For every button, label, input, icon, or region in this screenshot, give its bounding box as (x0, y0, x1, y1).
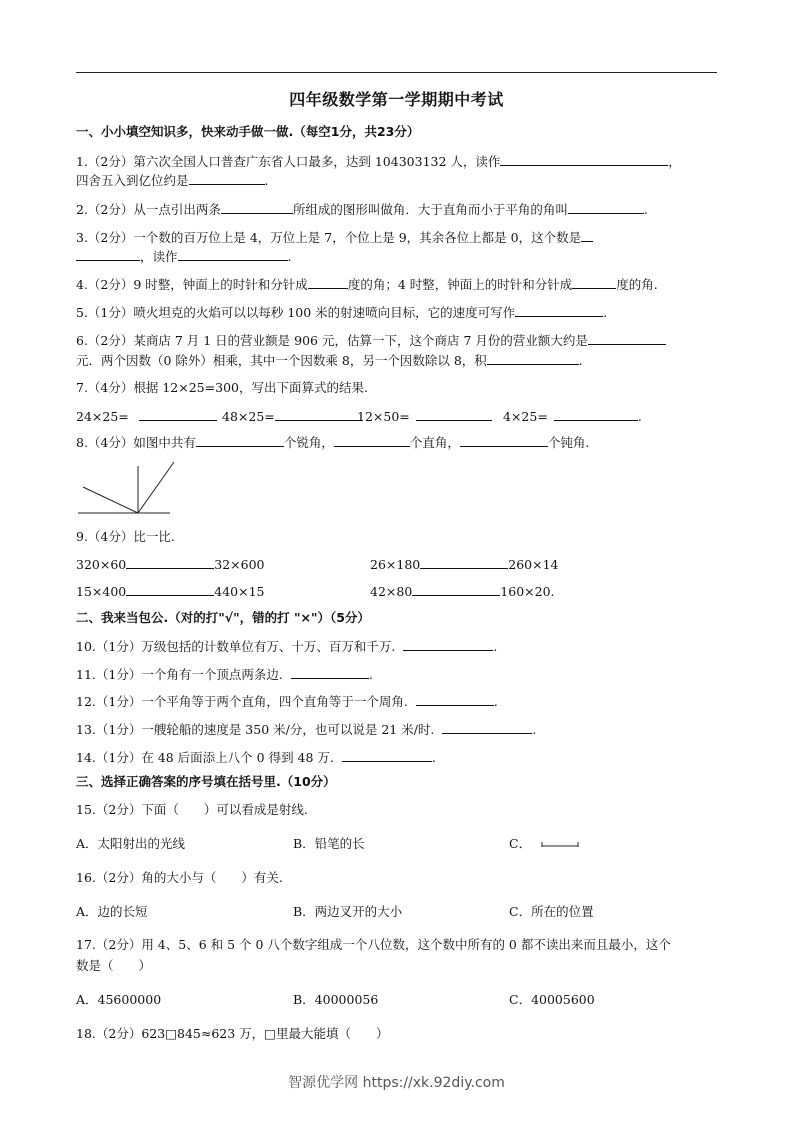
question-12-text: 12.（1分）一个平角等于两个直角，四个直角等于一个周角. (76, 694, 408, 709)
section-2-heading: 二、我来当包公.（对的打"√"，错的打 "×"）（5分） (76, 610, 370, 625)
footer-watermark: 智源优学网 https://xk.92diy.com (288, 1075, 505, 1091)
answer-blank[interactable] (291, 666, 369, 679)
question-11 (76, 666, 373, 683)
question-1-text: 1.（2分）第六次全国人口普查广东省人口最多，达到 104303132 人，读作 (76, 154, 501, 169)
answer-blank[interactable] (126, 583, 214, 596)
compare-right: 32×600 (214, 557, 265, 572)
question-3-line-2 (76, 248, 292, 265)
question-4-text: 4.（2分）9 时整，钟面上的时针和分针成 (76, 277, 308, 292)
punct: ， (668, 154, 681, 169)
question-14 (76, 749, 436, 766)
compare-right: 440×15 (214, 584, 265, 599)
answer-blank[interactable] (500, 153, 668, 166)
answer-blank[interactable] (139, 408, 217, 421)
punct: . (603, 305, 608, 320)
answer-blank[interactable] (308, 276, 348, 289)
q7-item (357, 408, 492, 425)
question-5-text: 5.（1分）喷火坦克的火焰可以以每秒 100 米的射速喷向目标，它的速度可写作 (76, 305, 516, 320)
question-4-text-2: 度的角；4 时整，钟面上的时针和分针成 (347, 277, 573, 292)
option-b[interactable]: B．两边叉开的大小 (293, 904, 403, 919)
question-14-text: 14.（1分）在 48 后面添上八个 0 得到 48 万. (76, 750, 334, 765)
compare-item (76, 556, 265, 573)
answer-blank[interactable] (568, 201, 644, 214)
question-4-text-3: 度的角. (616, 277, 658, 292)
answer-blank[interactable] (76, 248, 140, 261)
punct: . (493, 639, 498, 654)
punct: . (637, 409, 642, 424)
question-10 (76, 638, 497, 655)
question-6-text: 6.（2分）某商店 7 月 1 日的营业额是 906 元，估算一下，这个商店 7 月份的营业额大约是 (76, 333, 588, 348)
answer-blank[interactable] (487, 352, 579, 365)
option-b[interactable]: B．铅笔的长 (293, 836, 365, 851)
question-8-text-2: 个锐角， (283, 435, 334, 450)
q7-expr: 48×25= (222, 409, 275, 424)
answer-blank[interactable] (588, 332, 666, 345)
question-3-text-2: ，读作 (140, 249, 178, 264)
angle-ray-3 (138, 462, 174, 513)
question-2-text: 2.（2分）从一点引出两条 (76, 202, 221, 217)
question-3-text: 3.（2分）一个数的百万位上是 4，万位上是 7，个位上是 9，其余各位上都是 0，这个数是 (76, 230, 582, 245)
section-3-heading: 三、选择正确答案的序号填在括号里.（10分） (76, 774, 336, 789)
option-c-label: C． (509, 836, 532, 851)
answer-blank[interactable] (460, 434, 548, 447)
punct: . (264, 173, 269, 188)
question-8 (76, 434, 589, 451)
compare-right: 260×14 (508, 557, 559, 572)
question-12 (76, 693, 498, 710)
option-c[interactable] (509, 836, 579, 852)
angle-ray-1 (83, 487, 138, 513)
compare-item (370, 556, 559, 573)
option-a[interactable]: A．边的长短 (76, 904, 148, 919)
question-17-line-2: 数是（ ） (76, 958, 152, 973)
answer-blank[interactable] (412, 583, 500, 596)
answer-blank[interactable] (581, 229, 593, 242)
punct: . (643, 202, 648, 217)
answer-blank[interactable] (515, 304, 603, 317)
question-1-line-1 (76, 153, 681, 170)
answer-blank[interactable] (416, 693, 494, 706)
q7-item (222, 408, 363, 425)
q7-expr: 12×50= (357, 409, 410, 424)
question-13 (76, 721, 536, 738)
option-b[interactable]: B．40000056 (293, 992, 379, 1007)
q7-item (76, 408, 217, 425)
question-1-text-2: 四舍五入到亿位约是 (76, 173, 189, 188)
question-8-text-4: 个钝角. (547, 435, 590, 450)
punct: . (368, 667, 373, 682)
question-15: 15.（2分）下面（ ）可以看成是射线. (76, 802, 308, 817)
page-title: 四年级数学第一学期期中考试 (289, 90, 504, 109)
question-8-text-3: 个直角， (409, 435, 460, 450)
punct: . (431, 750, 436, 765)
answer-blank[interactable] (189, 172, 265, 185)
q7-item (503, 408, 642, 425)
question-6-text-2: 元．两个因数（0 除外）相乘，其中一个因数乘 8，另一个因数除以 8，积 (76, 353, 487, 368)
option-a[interactable]: A．45600000 (76, 992, 162, 1007)
question-1-line-2 (76, 172, 269, 189)
answer-blank[interactable] (554, 408, 638, 421)
answer-blank[interactable] (221, 201, 293, 214)
answer-blank[interactable] (572, 276, 616, 289)
q7-expr: 4×25= (503, 409, 548, 424)
question-3-line-1 (76, 229, 593, 246)
question-6-line-2 (76, 352, 583, 369)
q7-expr: 24×25= (76, 409, 129, 424)
answer-blank[interactable] (334, 434, 410, 447)
punct: . (287, 249, 292, 264)
question-16: 16.（2分）角的大小与（ ）有关. (76, 870, 283, 885)
answer-blank[interactable] (442, 721, 532, 734)
line-segment-icon (541, 841, 579, 849)
header-rule (76, 72, 717, 73)
answer-blank[interactable] (403, 638, 493, 651)
question-10-text: 10.（1分）万级包括的计数单位有万、十万、百万和千万. (76, 639, 396, 654)
compare-left: 320×60 (76, 557, 127, 572)
answer-blank[interactable] (178, 248, 288, 261)
punct: . (578, 353, 583, 368)
answer-blank[interactable] (420, 556, 508, 569)
compare-item (370, 583, 555, 600)
answer-blank[interactable] (416, 408, 492, 421)
question-17-line-1: 17.（2分）用 4、5、6 和 5 个 0 八个数字组成一个八位数，这个数中所有的 0 都不读出来而且最小，这个 (76, 937, 671, 952)
option-c[interactable]: C．40005600 (509, 992, 595, 1007)
option-a[interactable]: A．太阳射出的光线 (76, 836, 186, 851)
angle-figure (76, 460, 186, 520)
question-2-text-2: 所组成的图形叫做角．大于直角而小于平角的角叫 (292, 202, 568, 217)
section-1-heading: 一、小小填空知识多，快来动手做一做.（每空1分，共23分） (76, 124, 420, 139)
question-13-text: 13.（1分）一艘轮船的速度是 350 米/分，也可以说是 21 米/时. (76, 722, 435, 737)
compare-left: 42×80 (370, 584, 413, 599)
question-9: 9.（4分）比一比. (76, 529, 175, 544)
question-2 (76, 201, 648, 218)
compare-left: 26×180 (370, 557, 421, 572)
punct: . (493, 694, 498, 709)
compare-left: 15×400 (76, 584, 127, 599)
punct: . (532, 722, 537, 737)
question-11-text: 11.（1分）一个角有一个顶点两条边. (76, 667, 283, 682)
compare-right: 160×20. (500, 584, 555, 599)
compare-item (76, 583, 265, 600)
question-5 (76, 304, 607, 321)
question-8-text: 8.（4分）如图中共有 (76, 435, 196, 450)
answer-blank[interactable] (275, 408, 363, 421)
answer-blank[interactable] (126, 556, 214, 569)
question-18: 18.（2分）623□845≈623 万，□里最大能填（ ） (76, 1026, 389, 1041)
option-c[interactable]: C．所在的位置 (509, 904, 594, 919)
question-6-line-1 (76, 332, 666, 349)
question-7: 7.（4分）根据 12×25=300，写出下面算式的结果. (76, 380, 368, 395)
answer-blank[interactable] (196, 434, 284, 447)
answer-blank[interactable] (342, 749, 432, 762)
question-4 (76, 276, 658, 293)
